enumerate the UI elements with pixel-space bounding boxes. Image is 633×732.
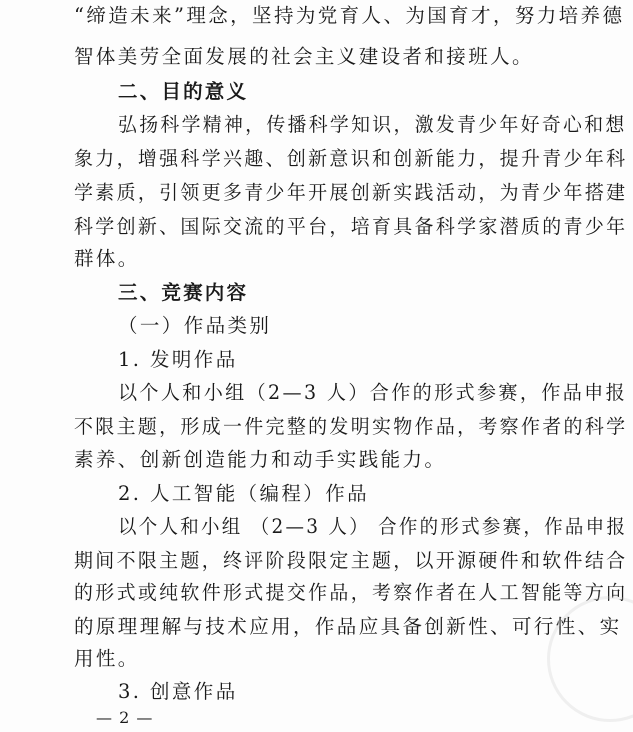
section-heading: 三、竞赛内容 (118, 281, 249, 304)
body-text-line: 智体美劳全面发展的社会主义建设者和接班人。 (74, 45, 534, 68)
body-text-line: 素养、创新创造能力和动手实践能力。 (74, 448, 447, 471)
body-text-line: 用性。 (74, 647, 140, 670)
body-text-line: 的形式或纯软件形式提交作品，考察作者在人工智能等方向 (74, 581, 628, 604)
section-heading: 二、目的意义 (118, 80, 249, 103)
subsection-heading: （一）作品类别 (118, 314, 272, 337)
page-number: — 2 — (96, 708, 154, 727)
body-text-line: 以个人和小组（2—3 人）合作的形式参赛，作品申报 (118, 381, 628, 404)
item-heading: 3. 创意作品 (118, 680, 238, 703)
body-text-line: 弘扬科学精神，传播科学知识，激发青少年好奇心和想 (118, 113, 627, 136)
item-heading: 1. 发明作品 (118, 348, 238, 371)
item-heading: 2. 人工智能（编程）作品 (118, 482, 370, 505)
body-text-line: 的原理理解与技术应用，作品应具备创新性、可行性、实 (74, 615, 622, 638)
body-text-line: 科学创新、国际交流的平台，培育具备科学家潜质的青少年 (74, 215, 628, 238)
body-text-line: 不限主题，形成一件完整的发明实物作品，考察作者的科学 (74, 415, 628, 438)
body-text-line: 群体。 (74, 247, 140, 270)
body-text-line: 学素质，引领更多青少年开展创新实践活动，为青少年搭建 (74, 181, 628, 204)
body-text-line: 象力，增强科学兴趣、创新意识和创新能力，提升青少年科 (74, 147, 628, 170)
body-text-line: “缔造未来”理念，坚持为党育人、为国育才，努力培养德 (74, 4, 625, 27)
body-text-line: 以个人和小组 （2—3 人） 合作的形式参赛，作品申报 (118, 515, 628, 538)
body-text-line: 期间不限主题，终评阶段限定主题，以开源硬件和软件结合 (74, 549, 628, 572)
